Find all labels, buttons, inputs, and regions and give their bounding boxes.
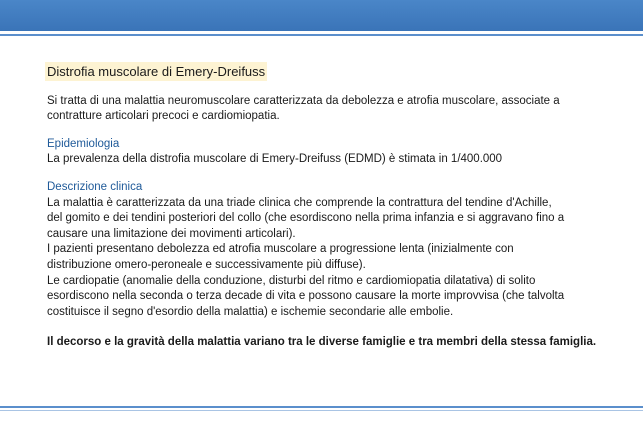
clinical-line: I pazienti presentano debolezza ed atrofia muscolare a progressione lenta (inizialmente con bbox=[47, 243, 514, 256]
epidemiology-text: La prevalenza della distrofia muscolare di Emery-Dreifuss (EDMD) è stimata in 1/400.000 bbox=[47, 153, 503, 166]
footer-divider-thin bbox=[0, 410, 643, 411]
clinical-line: La malattia è caratterizzata da una triade clinica che comprende la contrattura del tendine d'Achille, bbox=[47, 196, 552, 209]
intro-line: contratture articolari precoci e cardiomiopatia. bbox=[47, 110, 280, 123]
intro-paragraph bbox=[47, 94, 607, 125]
clinical-line: Le cardiopatie (anomalie della conduzione, disturbi del ritmo e cardiomiopatia dilatativa) di solito bbox=[47, 274, 536, 287]
conclusion-text: Il decorso e la gravità della malattia variano tra le diverse famiglie e tra membri della stessa famiglia. bbox=[47, 336, 597, 349]
clinical-line: esordiscono nella seconda o terza decade di vita e possono causare la morte improvvisa (che talvolta bbox=[47, 290, 565, 303]
clinical-line: del gomito e dei tendini posteriori del collo (che esordiscono nella prima infanzia e si aggravano fino a bbox=[47, 212, 565, 225]
clinical-line: costituisce il segno d'esordio della malattia) e ischemie secondarie alle embolie. bbox=[47, 305, 454, 318]
clinical-line: causare una limitazione dei movimenti articolari). bbox=[47, 227, 296, 240]
clinical-line: distribuzione omero-peroneale e successivamente più diffuse). bbox=[47, 258, 366, 271]
clinical-description-text bbox=[47, 196, 607, 321]
footer-divider bbox=[0, 406, 643, 408]
header-divider bbox=[0, 34, 643, 36]
document-content bbox=[47, 62, 607, 351]
intro-line: Si tratta di una malattia neuromuscolare caratterizzata da debolezza e atrofia muscolare, associate a bbox=[47, 94, 560, 107]
clinical-description-heading: Descrizione clinica bbox=[47, 180, 143, 193]
page-title: Distrofia muscolare di Emery-Dreifuss bbox=[47, 64, 266, 79]
epidemiology-heading: Epidemiologia bbox=[47, 137, 120, 150]
header-bar bbox=[0, 0, 643, 31]
